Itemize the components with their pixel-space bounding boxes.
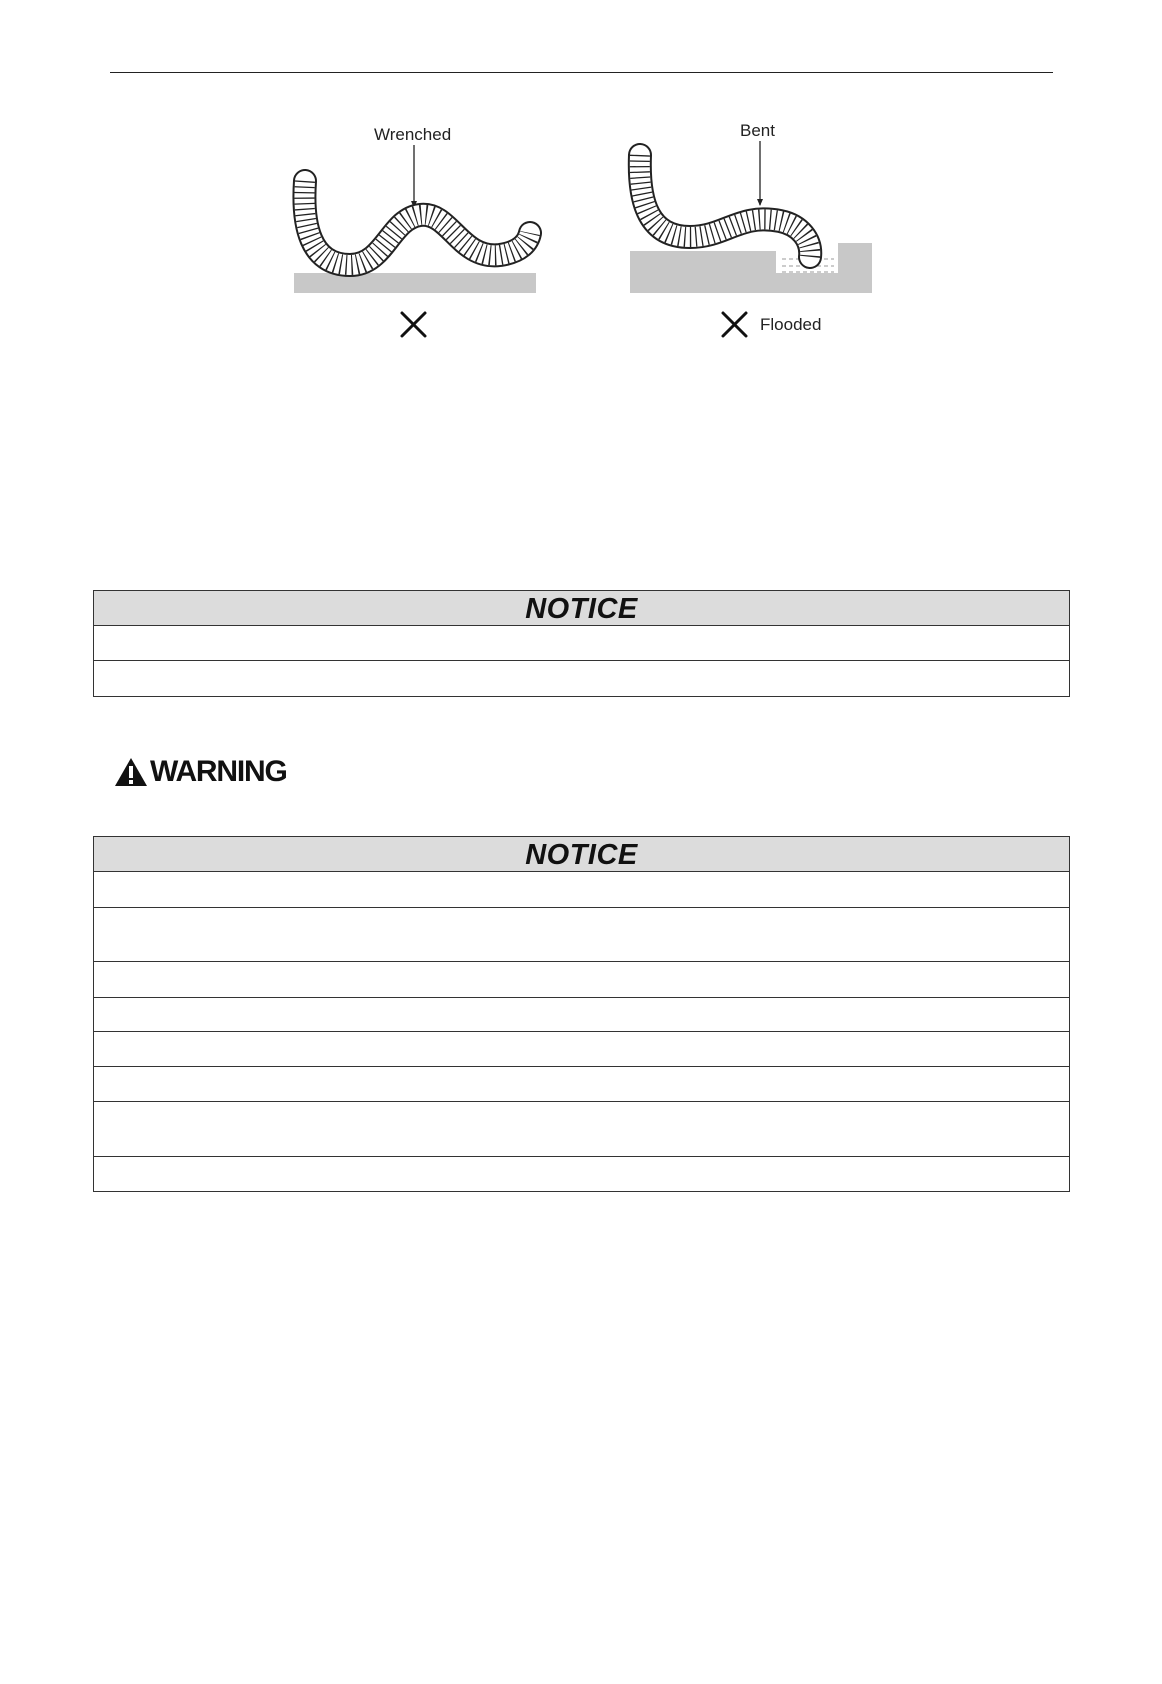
notice-row (94, 1102, 1069, 1157)
notice-title: NOTICE (94, 591, 1069, 626)
notice-row (94, 1067, 1069, 1102)
cross-mark-right (723, 313, 746, 336)
figure-bent (620, 115, 890, 345)
notice-row (94, 1032, 1069, 1067)
header-rule (110, 72, 1053, 73)
warning-heading (114, 755, 287, 789)
notice-row (94, 661, 1069, 696)
notice-row (94, 1157, 1069, 1191)
hose-bent-illustration (620, 115, 890, 345)
notice-row (94, 908, 1069, 962)
figure-wrenched (280, 115, 550, 345)
figure-label-wrenched: Wrenched (374, 125, 452, 144)
notice-row (94, 962, 1069, 998)
notice-row (94, 626, 1069, 661)
notice-row (94, 998, 1069, 1032)
cross-mark-left (402, 313, 425, 336)
notice-title: NOTICE (94, 837, 1069, 872)
warning-triangle-icon (114, 757, 148, 787)
figure-caption-flooded: Flooded (760, 315, 822, 334)
warning-label: WARNING (150, 755, 287, 788)
notice-box-1 (93, 590, 1070, 697)
notice-box-2 (93, 836, 1070, 1192)
notice-row (94, 872, 1069, 908)
figure-label-bent: Bent (740, 121, 775, 140)
hose-wrenched-illustration (280, 115, 550, 345)
